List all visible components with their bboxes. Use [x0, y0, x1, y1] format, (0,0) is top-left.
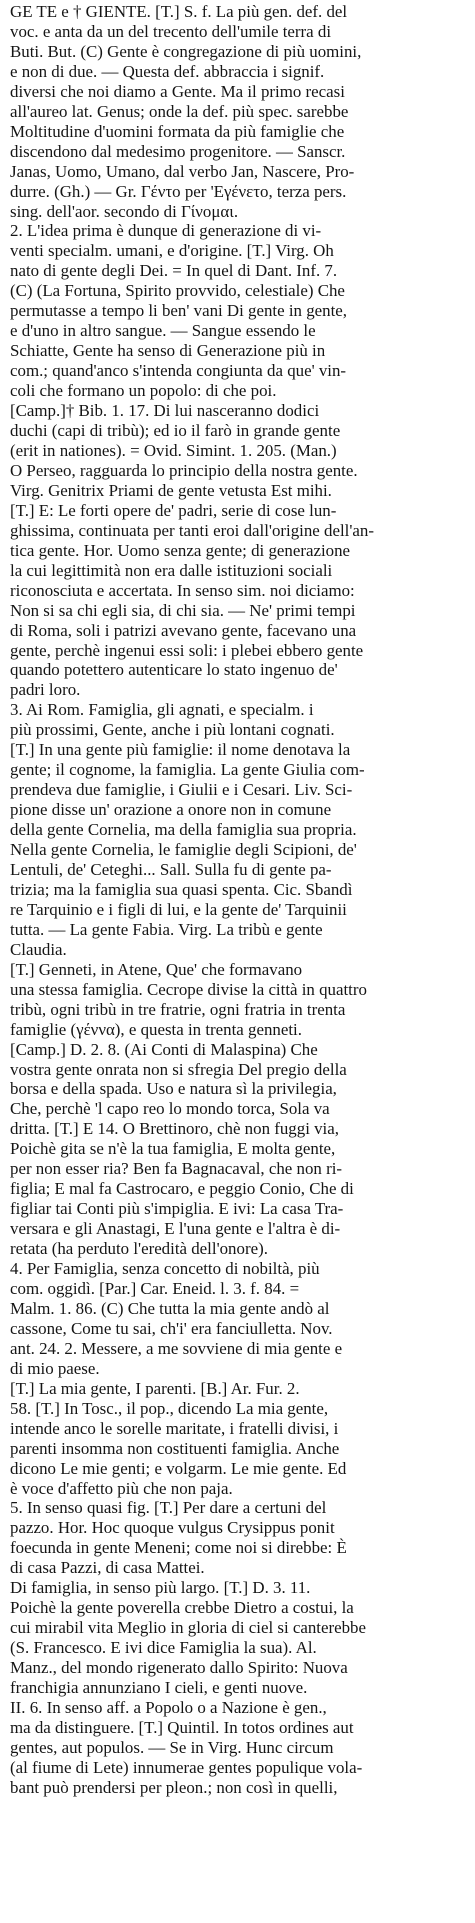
text-line: padri loro.: [10, 680, 81, 700]
text-line: sing. dell'aor. secondo di Γίνομαι.: [10, 201, 239, 221]
text-line: voc. e anta da un del trecento dell'umile terra di: [10, 21, 332, 41]
text-line: (C) (La Fortuna, Spirito provvido, celestiale) Che: [10, 281, 345, 301]
text-line: figliar tai Conti più s'impiglia. E ivi: La casa Tra-: [10, 1199, 344, 1219]
entry-paragraph-p-2: [10, 221, 467, 401]
text-line: tribù, ogni tribù in tre fratrie, ogni fratria in trenta: [10, 999, 346, 1019]
text-line: 3. Ai Rom. Famiglia, gli agnati, e specialm. i: [10, 700, 314, 720]
text-line: di Roma, soli i patrizi avevano gente, facevano una: [10, 620, 357, 640]
text-line: borsa e della spada. Uso e natura sì la privilegia,: [10, 1079, 337, 1099]
text-line: vostra gente onrata non si sfregia Del pregio della: [10, 1059, 347, 1079]
text-line: Nella gente Cornelia, le famiglie degli Scipioni, de': [10, 840, 357, 860]
text-line: Claudia.: [10, 939, 67, 959]
entry-paragraph-p-heading: [10, 2, 467, 221]
entry-paragraph-p-camp: [10, 401, 467, 700]
text-line: pazzo. Hor. Hoc quoque vulgus Crysippus ponit: [10, 1518, 335, 1538]
text-line: permutasse a tempo li ben' vani Di gente in gente,: [10, 301, 348, 321]
text-line: duchi (capi di tribù); ed io il farò in grande gente: [10, 421, 341, 441]
text-line: la cui legittimità non era dalle istituzioni sociali: [10, 560, 333, 580]
text-line: gente; il cognome, la famiglia. La gente Giulia com-: [10, 760, 365, 780]
entry-paragraph-p-genneti: [10, 960, 467, 1040]
text-line: una stessa famiglia. Cecrope divise la città in quattro: [10, 979, 367, 999]
text-line: Non si sa chi egli sia, di chi sia. — Ne' primi tempi: [10, 600, 356, 620]
entry-paragraph-p-3: [10, 700, 467, 959]
text-line: [T.] La mia gente, I parenti. [B.] Ar. Fur. 2.: [10, 1378, 300, 1398]
text-line: com.; quand'anco s'intenda congiunta da que' vin-: [10, 361, 347, 381]
text-line: GE TE e † GIENTE. [T.] S. f. La più gen. def. del: [10, 2, 348, 21]
text-line: coli che formano un popolo: di che poi.: [10, 381, 277, 401]
text-line: della gente Cornelia, ma della famiglia sua propria.: [10, 820, 357, 840]
text-line: Malm. 1. 86. (C) Che tutta la mia gente andò al: [10, 1298, 330, 1318]
text-line: ma da distinguere. [T.] Quintil. In totos ordines aut: [10, 1717, 354, 1737]
text-line: dritta. [T.] E 14. O Brettinoro, chè non fuggi via,: [10, 1119, 339, 1139]
text-line: (erit in nationes). = Ovid. Simint. 1. 205. (Man.): [10, 440, 337, 460]
text-line: Manz., del mondo rigenerato dallo Spirito: Nuova: [10, 1658, 348, 1678]
text-line: 58. [T.] In Tosc., il pop., dicendo La mia gente,: [10, 1398, 329, 1418]
text-line: trizia; ma la famiglia sua quasi spenta. Cic. Sbandì: [10, 879, 353, 899]
text-line: [Camp.]† Bib. 1. 17. Di lui nasceranno dodici: [10, 401, 320, 421]
text-line: 5. In senso quasi fig. [T.] Per dare a certuni del: [10, 1498, 327, 1518]
entry-paragraph-p-mia-gente: [10, 1379, 467, 1499]
text-line: più prossimi, Gente, anche i più lontani cognati.: [10, 720, 335, 740]
text-line: pione disse un' orazione a onore non in comune: [10, 800, 332, 820]
text-line: è voce d'affetto più che non paja.: [10, 1478, 233, 1498]
text-line: (S. Francesco. E ivi dice Famiglia la sua). Al.: [10, 1638, 317, 1658]
text-line: tutta. — La gente Fabia. Virg. La tribù e gente: [10, 919, 323, 939]
text-line: ant. 24. 2. Messere, a me sovviene di mia gente e: [10, 1338, 343, 1358]
text-line: Poichè la gente poverella crebbe Dietro a costui, la: [10, 1598, 354, 1618]
entry-paragraph-p-famiglia: [10, 1578, 467, 1698]
text-line: franchigia annunziano I cieli, e genti nuove.: [10, 1678, 308, 1698]
text-line: Poichè gita se n'è la tua famiglia, E molta gente,: [10, 1139, 336, 1159]
text-line: retata (ha perduto l'eredità dell'onore).: [10, 1239, 268, 1259]
text-line: Che, perchè 'l capo reo lo mondo torca, Sola va: [10, 1099, 330, 1119]
entry-paragraph-p-4: [10, 1259, 467, 1379]
text-line: parenti insomma non costituenti famiglia. Anche: [10, 1438, 340, 1458]
text-line: Di famiglia, in senso più largo. [T.] D. 3. 11.: [10, 1578, 311, 1598]
text-line: discendono dal medesimo progenitore. — Sanscr.: [10, 141, 346, 161]
text-line: Janas, Uomo, Umano, dal verbo Jan, Nascere, Pro-: [10, 161, 355, 181]
text-line: quando potettero autenticare lo stato ingenuo de': [10, 660, 338, 680]
text-line: [Camp.] D. 2. 8. (Ai Conti di Malaspina) Che: [10, 1039, 318, 1059]
text-line: 4. Per Famiglia, senza concetto di nobiltà, più: [10, 1259, 320, 1279]
text-line: Buti. But. (C) Gente è congregazione di più uomini,: [10, 41, 362, 61]
text-line: famiglie (γέννα), e questa in trenta genneti.: [10, 1019, 302, 1039]
text-line: [T.] Genneti, in Atene, Que' che formavano: [10, 959, 303, 979]
text-line: e non di due. — Questa def. abbraccia i signif.: [10, 61, 325, 81]
text-line: di casa Pazzi, di casa Mattei.: [10, 1558, 205, 1578]
text-line: foecunda in gente Meneni; come noi si direbbe: È: [10, 1538, 347, 1558]
text-line: O Perseo, ragguarda lo principio della nostra gente.: [10, 460, 358, 480]
text-line: versara e gli Anastagi, E l'una gente e l'altra è di-: [10, 1219, 341, 1239]
text-line: di mio paese.: [10, 1358, 100, 1378]
text-line: ghissima, continuata per tanti eroi dall'origine dell'an-: [10, 520, 374, 540]
text-line: per non esser ria? Ben fa Bagnacaval, che non ri-: [10, 1159, 343, 1179]
text-line: riconosciuta e accertata. In senso sim. noi diciamo:: [10, 580, 355, 600]
text-line: 2. L'idea prima è dunque di generazione di vi-: [10, 221, 322, 241]
text-line: [T.] In una gente più famiglie: il nome denotava la: [10, 740, 351, 760]
text-line: prendeva due famiglie, i Giulii e i Cesari. Liv. Sci-: [10, 780, 353, 800]
text-line: [T.] E: Le forti opere de' padri, serie di cose lun-: [10, 500, 337, 520]
text-line: venti specialm. umani, e d'origine. [T.] Virg. Oh: [10, 241, 334, 261]
text-line: (al fiume di Lete) innumerae gentes populique vola-: [10, 1757, 363, 1777]
text-line: tica gente. Hor. Uomo senza gente; di generazione: [10, 540, 351, 560]
entry-paragraph-p-5: [10, 1498, 467, 1578]
text-line: nato di gente degli Dei. = In quel di Dant. Inf. 7.: [10, 261, 338, 281]
entry-paragraph-p-malaspina: [10, 1040, 467, 1259]
text-line: gente, perchè ingenui essi soli: i plebei ebbero gente: [10, 640, 364, 660]
text-line: cui mirabil vita Meglio in gloria di ciel si canterebbe: [10, 1618, 366, 1638]
text-line: cassone, Come tu sai, ch'i' era fanciulletta. Nov.: [10, 1318, 333, 1338]
text-line: II. 6. In senso aff. a Popolo o a Nazione è gen.,: [10, 1698, 327, 1718]
text-line: Schiatte, Gente ha senso di Generazione più in: [10, 341, 326, 361]
text-line: com. oggidì. [Par.] Car. Eneid. l. 3. f. 84. =: [10, 1279, 300, 1298]
text-line: dicono Le mie genti; e volgarm. Le mie gente. Ed: [10, 1458, 347, 1478]
text-line: Lentuli, de' Ceteghi... Sall. Sulla fu di gente pa-: [10, 859, 332, 879]
entry-paragraph-p-II6: [10, 1698, 467, 1798]
text-line: durre. (Gh.) — Gr. Γέντο per 'Εγένετο, terza pers.: [10, 181, 347, 201]
text-line: gentes, aut populos. — Se in Virg. Hunc circum: [10, 1737, 334, 1757]
text-line: e d'uno in altro sangue. — Sangue essendo le: [10, 321, 316, 341]
text-line: re Tarquinio e i figli di lui, e la gente de' Tarquinii: [10, 899, 347, 919]
text-line: diversi che noi diamo a Gente. Ma il primo recasi: [10, 81, 345, 101]
text-line: Virg. Genitrix Priami de gente vetusta Est mihi.: [10, 480, 332, 500]
text-line: bant può prendersi per pleon.; non così in quelli,: [10, 1777, 338, 1797]
text-line: figlia; E mal fa Castrocaro, e peggio Conio, Che di: [10, 1179, 354, 1199]
text-line: intende anco le sorelle maritate, i fratelli divisi, i: [10, 1418, 339, 1438]
text-line: all'aureo lat. Genus; onde la def. più spec. sarebbe: [10, 101, 349, 121]
text-line: Moltitudine d'uomini formata da più famiglie che: [10, 121, 345, 141]
